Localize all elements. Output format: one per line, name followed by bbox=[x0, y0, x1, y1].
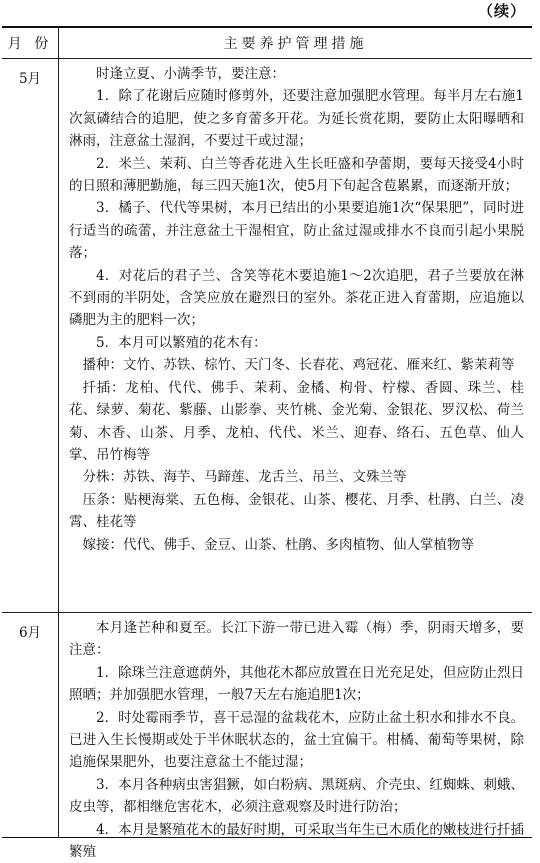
propagation-method: 播种：文竹、苏铁、棕竹、天门冬、长春花、鸡冠花、雁来红、紫茉莉等 bbox=[82, 357, 515, 374]
measures-cell bbox=[59, 59, 532, 612]
header-month: 月 份 bbox=[2, 28, 59, 58]
paragraph: 时逢立夏、小满季节，要注意： bbox=[96, 66, 285, 82]
propagation-method: 分株：苏铁、海芋、马蹄莲、龙舌兰、吊兰、文殊兰等 bbox=[82, 469, 407, 486]
paragraph: 4．对花后的君子兰、含笑等花木要追施1～2次追肥，君子兰要放在淋不到雨的半阴处，含笑应放在避烈日的室外。茶花正进入育蕾期，应追施以磷肥为主的肥料一次； bbox=[69, 267, 524, 329]
table-row-june bbox=[2, 613, 532, 861]
continued-label: （续） bbox=[477, 2, 526, 20]
header-measures: 主要养护管理措施 bbox=[223, 36, 368, 52]
care-table bbox=[2, 26, 532, 861]
table-row-may bbox=[2, 59, 532, 613]
paragraph: 2．时处霉雨季节，喜干忌湿的盆栽花木，应防止盆土积水和排水不良。已进入生长慢期或处于半休眠状态的，盆土宜偏干。柑橘、葡萄等果树，除追施保果肥外，也要注意盆土不能过湿； bbox=[69, 709, 524, 771]
table-header-row bbox=[2, 28, 532, 59]
paragraph: 3．橘子、代代等果树，本月已结出的小果要追施1次“保果肥”，同时进行适当的疏蕾，并注意盆土干湿相宜，防止盆过湿或排水不良而引起小果脱落； bbox=[69, 200, 524, 262]
paragraph: 1．除了花谢后应随时修剪外，还要注意加强肥水管理。每半月左右施1次氮磷结合的追肥，使之多育蕾多开花。为延长赏花期，要防止太阳曝晒和淋雨，注意盆土湿润，不要过干或过湿； bbox=[69, 88, 524, 150]
month-cell: 6月 bbox=[2, 613, 59, 837]
propagation-method: 嫁接：代代、佛手、金豆、山茶、杜鹃、多肉植物、仙人掌植物等 bbox=[82, 536, 474, 553]
paragraph: 5．本月可以繁殖的花木有： bbox=[96, 334, 267, 351]
paragraph: 1．除珠兰注意遮荫外，其他花木都应放置在日光充足处，但应防止烈日照晒；并加强肥水管理，一般7天左右施追肥1次； bbox=[69, 664, 524, 704]
paragraph: 4．本月是繁殖花木的最好时期，可采取当年生已木质化的嫩枝进行扦插繁殖 bbox=[69, 821, 524, 861]
paragraph: 本月逢芒种和夏至。长江下游一带已进入霉（梅）季，阴雨天增多，要注意： bbox=[69, 620, 524, 659]
month-cell: 5月 bbox=[2, 59, 59, 612]
paragraph: 3．本月各种病虫害猖獗，如白粉病、黑斑病、介壳虫、红蜘蛛、刺蛾、皮虫等，都相继危害花木，必须注意观察及时进行防治； bbox=[69, 776, 524, 816]
propagation-method: 扦插：龙柏、代代、佛手、茉莉、金橘、枸骨、柠檬、香圆、珠兰、桂花、绿萝、菊花、紫藤、山影拳、夹竹桃、金光菊、金银花、罗汉松、荷兰菊、木香、山茶、月季、龙柏、代代、米兰、迎春、络石、五色草、仙人掌、吊竹梅等 bbox=[69, 379, 524, 463]
propagation-method: 压条：贴梗海棠、五色梅、金银花、山茶、樱花、月季、杜鹃、白兰、凌霄、桂花等 bbox=[69, 491, 524, 531]
paragraph: 2．米兰、茉莉、白兰等香花进入生长旺盛和孕蕾期，要每天接受4小时的日照和薄肥勤施，每三四天施1次，使5月下旬起含苞累累，而逐渐开放； bbox=[69, 155, 524, 195]
measures-cell bbox=[59, 613, 532, 861]
